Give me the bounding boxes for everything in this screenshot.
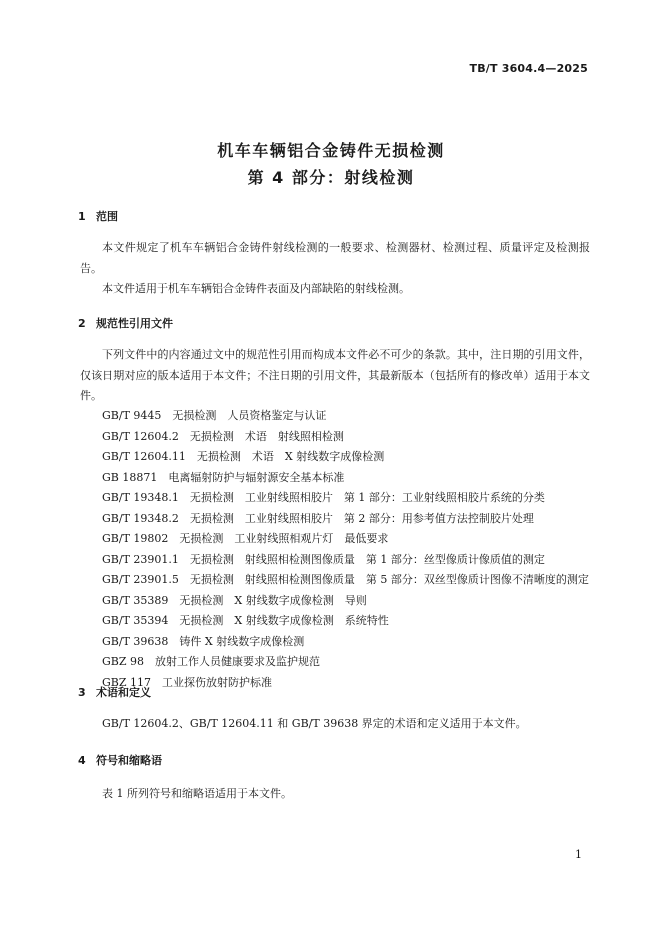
- reference-item: GB/T 19802 无损检测 工业射线照相观片灯 最低要求: [102, 532, 389, 545]
- section-number: 1: [78, 210, 86, 223]
- symbols-paragraph: 表 1 所列符号和缩略语适用于本文件。: [102, 787, 292, 800]
- title-line-1: 机车车辆铝合金铸件无损检测: [217, 141, 445, 160]
- reference-item: GBZ 117 工业探伤放射防护标准: [102, 675, 273, 689]
- section-title: 术语和定义: [96, 686, 151, 699]
- standard-code: TB/T 3604.4—2025: [469, 62, 588, 75]
- terms-paragraph: GB/T 12604.2、GB/T 12604.11 和 GB/T 39638 界定的术语和定义适用于本文件。: [102, 717, 527, 730]
- title-line-2: 第 4 部分：射线检测: [247, 168, 415, 187]
- references-intro: 下列文件中的内容通过文中的规范性引用而构成本文件必不可少的条款。其中，注日期的引用文件，仅该日期对应的版本适用于本文件；不注日期的引用文件，其最新版本（包括所有的修改单）适用于本文件。: [80, 348, 590, 402]
- reference-item: GB/T 19348.2 无损检测 工业射线照相胶片 第 2 部分：用参考值方法控制胶片处理: [102, 511, 534, 525]
- section-heading-scope: [78, 208, 118, 224]
- reference-item: GB/T 35389 无损检测 X 射线数字成像检测 导则: [102, 593, 367, 607]
- reference-item: GB/T 9445 无损检测 人员资格鉴定与认证: [102, 409, 327, 422]
- page-number: 1: [575, 848, 582, 861]
- reference-item: GBZ 98 放射工作人员健康要求及监护规范: [102, 655, 321, 668]
- reference-list: [80, 406, 590, 693]
- reference-item: GB/T 12604.11 无损检测 术语 X 射线数字成像检测: [102, 450, 385, 463]
- section-heading-terms-definitions: [78, 684, 151, 700]
- reference-item: GB/T 19348.1 无损检测 工业射线照相胶片 第 1 部分：工业射线照相胶片系统的分类: [102, 491, 545, 504]
- section-heading-symbols-abbreviations: [78, 752, 162, 768]
- section-title: 规范性引用文件: [96, 317, 173, 330]
- reference-item: GB/T 23901.1 无损检测 射线照相检测图像质量 第 1 部分：丝型像质计像质值的测定: [102, 552, 545, 566]
- scope-paragraph-1: 本文件规定了机车车辆铝合金铸件射线检测的一般要求、检测器材、检测过程、质量评定及检测报告。: [80, 241, 590, 275]
- section-number: 3: [78, 686, 86, 699]
- scope-paragraph-2: 本文件适用于机车车辆铝合金铸件表面及内部缺陷的射线检测。: [102, 282, 410, 295]
- section-title: 范围: [96, 210, 118, 223]
- reference-item: GB/T 12604.2 无损检测 术语 射线照相检测: [102, 429, 344, 443]
- section-number: 2: [78, 317, 86, 330]
- section-number: 4: [78, 754, 86, 767]
- section-heading-normative-references: [78, 315, 173, 331]
- document-title: [0, 140, 662, 189]
- reference-item: GB/T 35394 无损检测 X 射线数字成像检测 系统特性: [102, 614, 389, 627]
- reference-item: GB 18871 电离辐射防护与辐射源安全基本标准: [102, 470, 345, 484]
- section-title: 符号和缩略语: [96, 754, 162, 767]
- reference-item: GB/T 39638 铸件 X 射线数字成像检测: [102, 634, 305, 648]
- reference-item: GB/T 23901.5 无损检测 射线照相检测图像质量 第 5 部分：双丝型像质计图像不清晰度的测定: [102, 573, 589, 586]
